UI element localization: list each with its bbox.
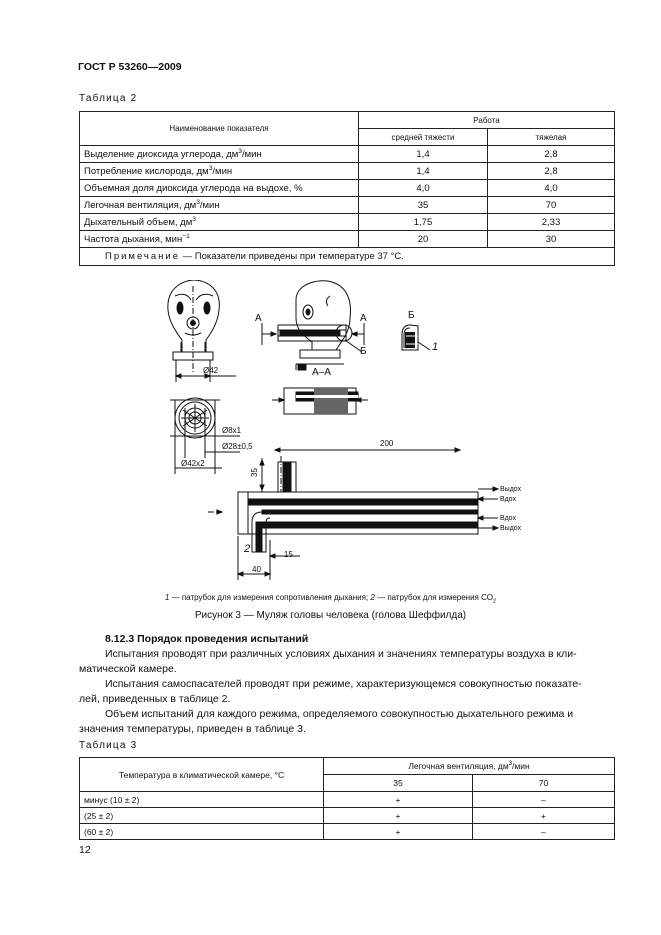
t3-cell-70: + [473,808,615,824]
t2-cell-heavy: 2,8 [488,146,615,163]
label-a-right: А [360,313,367,324]
t3-cell-70: – [473,792,615,808]
t2-row-name: Дыхательный объем, $дм^3$ [80,214,359,231]
t2-cell-medium: 1,4 [359,163,488,180]
figure-legend: 1 — патрубок для измерения сопротивления дыхания; 2 — патрубок для измерения $СО_2$ [164,593,497,605]
label-d28: Ø28±0,5 [222,442,253,451]
table2-caption: Таблица 2 [79,93,138,104]
table-row [80,146,615,163]
table-row [80,163,615,180]
label-callout-2: 2 [244,543,251,555]
document-header: ГОСТ Р 53260—2009 [78,61,182,73]
table3-caption: Таблица 3 [79,740,138,751]
t3-cell-70: – [473,824,615,840]
t2-row-name: Потребление кислорода, $дм^3$/мин [80,163,359,180]
table-row [80,214,615,231]
label-d42: Ø42 [203,366,219,375]
label-callout-1: 1 [432,341,439,353]
paragraph-2b: лей, приведенных в таблице 2. [79,693,231,705]
label-b-mark: Б [360,346,367,357]
detail-b-view [402,325,430,350]
t3-cell-35: + [324,808,473,824]
t3-cell-35: + [324,792,473,808]
table-row [80,231,615,248]
t2-cell-heavy: 70 [488,197,615,214]
label-vdokh-1: Вдох [500,496,516,503]
label-dim-35: 35 [250,468,259,477]
t3-cell-35: + [324,824,473,840]
table-row [80,792,615,808]
table-2 [79,111,615,266]
t2-cell-medium: 1,4 [359,146,488,163]
paragraph-1a: Испытания проводят при различных условиях дыхания и значениях температуры воздуха в кли- [105,648,577,660]
t2-header-name: Наименование показателя [80,112,359,146]
section-title: 8.12.3 Порядок проведения испытаний [105,633,309,645]
tube-assembly-view [208,448,498,580]
t3-header-vent: Легочная вентиляция, $дм^3$/мин [324,758,615,775]
table-row [80,808,615,824]
page-number: 12 [79,844,91,856]
label-d42x2: Ø42x2 [181,459,205,468]
t2-row-name: Выделение диоксида углерода, $дм^3$/мин [80,146,359,163]
t3-header-70: 70 [473,775,615,792]
t2-row-name: Частота дыхания, мин$^{-1}$ [80,231,359,248]
table-3 [79,757,615,840]
t3-header-35: 35 [324,775,473,792]
t2-header-medium: средней тяжести [359,129,488,146]
paragraph-2a: Испытания самоспасателей проводят при режиме, характеризующемся совокупностью показате- [105,678,582,690]
paragraph-3b: значения температуры, приведен в таблице 3. [79,723,306,735]
t2-cell-heavy: 4,0 [488,180,615,197]
t2-header-heavy: тяжелая [488,129,615,146]
label-vydokh-2: Выдох [500,525,522,532]
t3-row-temp: (25 ± 2) [80,808,324,824]
head-front-view [168,280,236,382]
paragraph-1b: матической камере. [79,663,177,675]
t3-row-temp: (60 ± 2) [80,824,324,840]
table-row [80,197,615,214]
t2-header-group: Работа [359,112,615,129]
t2-cell-medium: 1,75 [359,214,488,231]
label-dim-40: 40 [252,565,261,574]
t2-cell-medium: 20 [359,231,488,248]
label-dim-15: 15 [284,550,293,559]
paragraph-3a: Объем испытаний для каждого режима, определяемого совокупностью дыхательного режима и [105,708,574,720]
t2-row-name: Объемная доля диоксида углерода на выдохе, % [80,180,359,197]
label-dim-200: 200 [380,439,394,448]
head-side-view [262,281,364,358]
label-vdokh-2: Вдох [500,515,516,522]
label-d8x1: Ø8x1 [222,426,242,435]
t3-row-temp: минус (10 ± 2) [80,792,324,808]
figure-caption: Рисунок 3 — Муляж головы человека (голова Шеффилда) [194,610,467,621]
t2-cell-medium: 4,0 [359,180,488,197]
t2-cell-medium: 35 [359,197,488,214]
label-vydokh-1: Выдох [500,486,522,493]
label-b-detail: Б [408,310,415,321]
t2-note: Примечание — Показатели приведены при температуре 37 °С. [80,248,615,266]
t3-header-temp: Температура в климатической камере, °С [80,758,324,792]
t2-cell-heavy: 2,33 [488,214,615,231]
table-row [80,180,615,197]
label-a-left: А [255,313,262,324]
t2-cell-heavy: 2,8 [488,163,615,180]
t2-row-name: Легочная вентиляция, $дм^3$/мин [80,197,359,214]
label-section-a-a: А–А [312,367,331,378]
t2-cell-heavy: 30 [488,231,615,248]
table-row [80,824,615,840]
figure-drawing [0,280,661,590]
